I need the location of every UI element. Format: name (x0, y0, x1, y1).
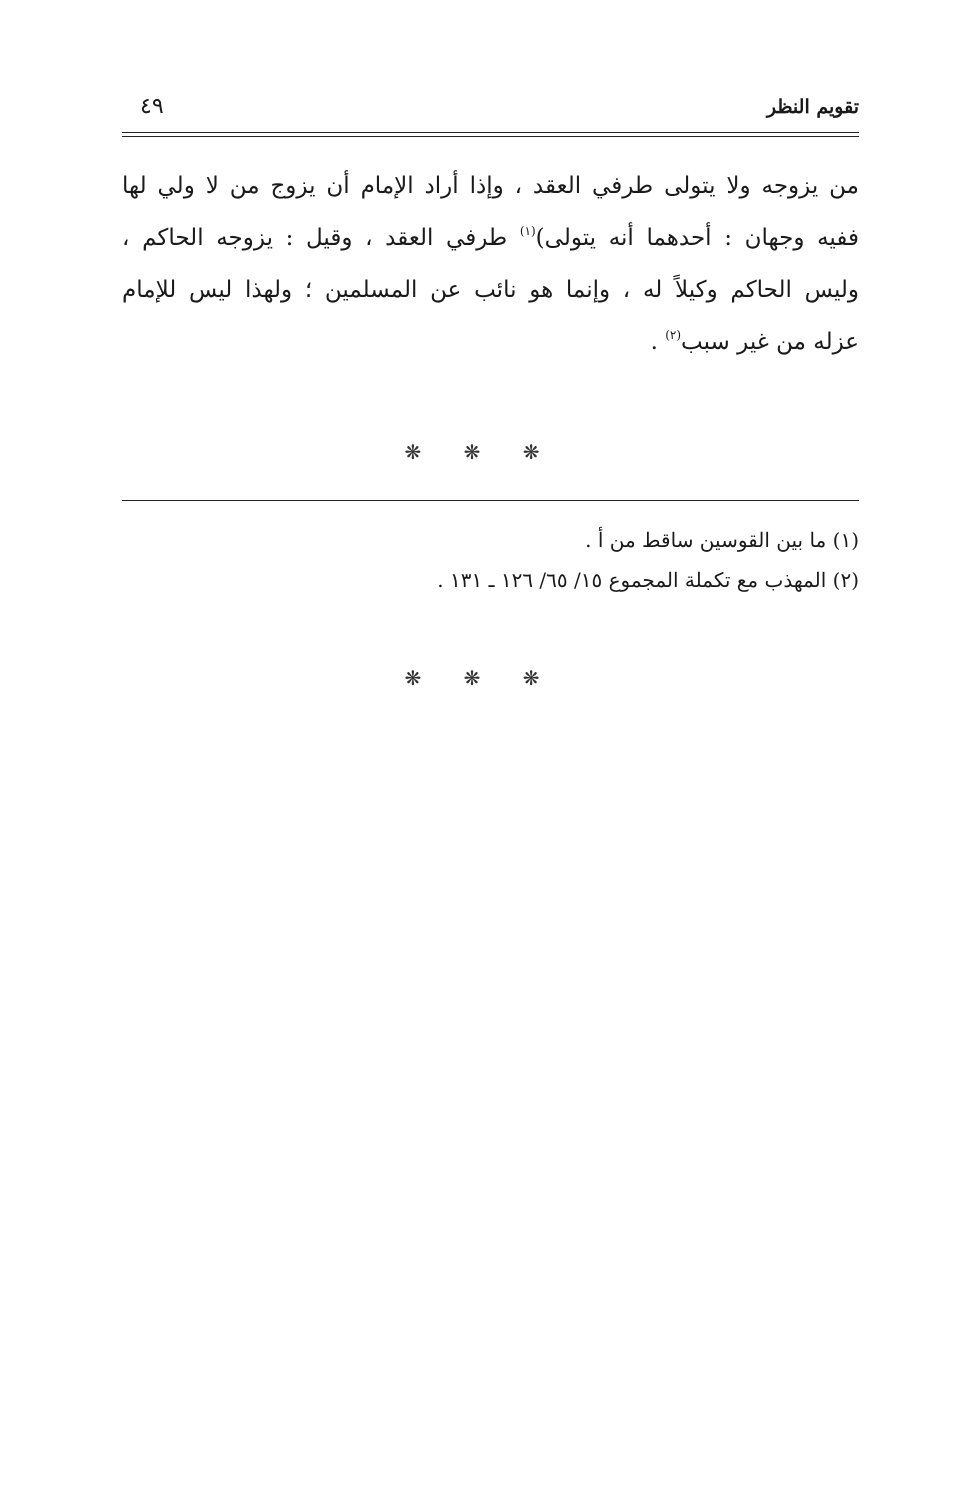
main-paragraph (122, 160, 859, 368)
page-number: ٤٩ (140, 94, 164, 119)
footnote-rule (122, 500, 859, 501)
footnotes (122, 520, 859, 600)
footnote-marker-2: (٢) (665, 328, 682, 342)
paragraph-line-1: من يزوجه ولا يتولى طرفي العقد ، وإذا أراد الإمام أن يزوج من لا ولي لها (122, 173, 859, 199)
paragraph-line-4-end: . (650, 329, 666, 355)
footnote-2: (٢) المهذب مع تكملة المجموع ١٥/ ٦٥/ ١٢٦ ـ ١٣١ . (437, 568, 859, 592)
paragraph-line-3: وليس الحاكم وكيلاً له ، وإنما هو نائب عن المسلمين ؛ ولهذا ليس للإمام (122, 277, 859, 303)
paragraph-line-4 (122, 316, 859, 368)
running-title: تقويم النظر (766, 96, 859, 118)
section-separator-bottom: ❋ ❋ ❋ (404, 666, 558, 690)
paragraph-line-2-end: طرفي العقد ، وقيل : يزوجه الحاكم ، (122, 225, 520, 251)
page-header (122, 92, 859, 128)
paragraph-line-4-text: عزله من غير سبب (681, 329, 859, 355)
paragraph-line-2-start: ففيه وجهان : أحدهما أنه يتولى) (535, 225, 859, 251)
header-rule-top (122, 132, 859, 133)
footnote-1: (١) ما بين القوسين ساقط من أ . (585, 528, 859, 552)
footnote-marker-1: (١) (519, 224, 536, 238)
section-separator-top: ❋ ❋ ❋ (404, 440, 558, 464)
header-rule-bottom (122, 136, 859, 137)
paragraph-line-2 (122, 212, 859, 264)
